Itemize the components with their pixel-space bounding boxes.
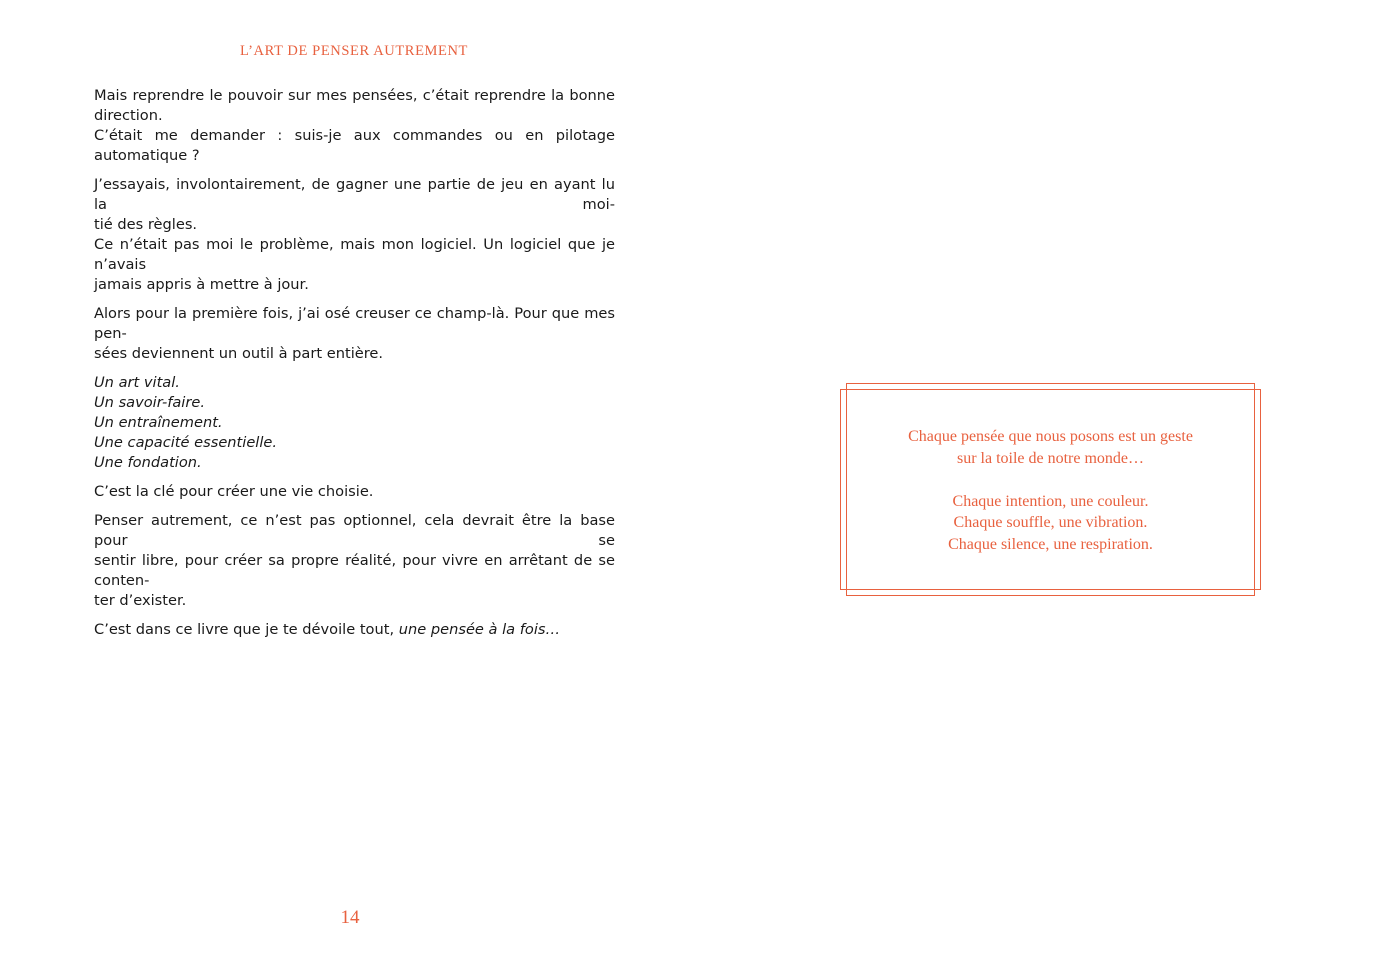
body-text (94, 86, 615, 649)
text-line: Un savoir-faire. (94, 394, 205, 411)
text-line: Une capacité essentielle. (94, 434, 278, 451)
text-line: J’essayais, involontairement, de gagner une partie de jeu en ayant lu la moi- (94, 176, 615, 213)
quote-line: Chaque pensée que nous posons est un geste (908, 428, 1193, 445)
italic-segment: une pensée à la fois… (398, 621, 561, 638)
text-line: C’était me demander : suis-je aux commandes ou en pilotage automatique ? (94, 127, 615, 164)
text-line: sées deviennent un outil à part entière. (94, 345, 384, 362)
text-line: Alors pour la première fois, j’ai osé creuser ce champ-là. Pour que mes pen- (94, 305, 615, 342)
quote-line: Chaque silence, une respiration. (948, 535, 1153, 553)
text-line: Penser autrement, ce n’est pas optionnel, cela devrait être la base pour se (94, 512, 615, 549)
text-line: ter d’exister. (94, 592, 187, 609)
text-line: jamais appris à mettre à jour. (94, 276, 309, 293)
paragraph-5 (94, 482, 615, 502)
text-segment: C’est dans ce livre que je te dévoile tout, (94, 621, 399, 638)
paragraph-1 (94, 86, 615, 166)
text-line: Mais reprendre le pouvoir sur mes pensées, c’était reprendre la bonne (94, 87, 615, 104)
text-line: Ce n’était pas moi le problème, mais mon logiciel. Un logiciel que je n’avais (94, 236, 615, 273)
paragraph-3 (94, 304, 615, 364)
text-line: Un art vital. (94, 374, 180, 391)
paragraph-4-italic-list (94, 373, 615, 473)
text-line: Une fondation. (94, 454, 202, 471)
running-header: L’ART DE PENSER AUTREMENT (239, 43, 469, 59)
right-page (700, 0, 1400, 980)
text-line (94, 620, 615, 640)
quote-line: Chaque souffle, une vibration. (953, 514, 1148, 531)
text-line: sentir libre, pour créer sa propre réalité, pour vivre en arrêtant de se conten- (94, 552, 615, 589)
text-line: direction. (94, 107, 163, 124)
paragraph-2 (94, 175, 615, 295)
quote-line: sur la toile de notre monde… (956, 449, 1145, 467)
paragraph-7 (94, 620, 615, 640)
quote-box (846, 426, 1255, 555)
paragraph-6 (94, 511, 615, 611)
text-line: tié des règles. (94, 216, 198, 233)
page-number: 14 (340, 907, 360, 928)
quote-line: Chaque intention, une couleur. (952, 492, 1149, 510)
text-line: Un entraînement. (94, 414, 223, 431)
text-line: C’est la clé pour créer une vie choisie. (94, 483, 374, 500)
quote-spacer (846, 469, 1255, 491)
